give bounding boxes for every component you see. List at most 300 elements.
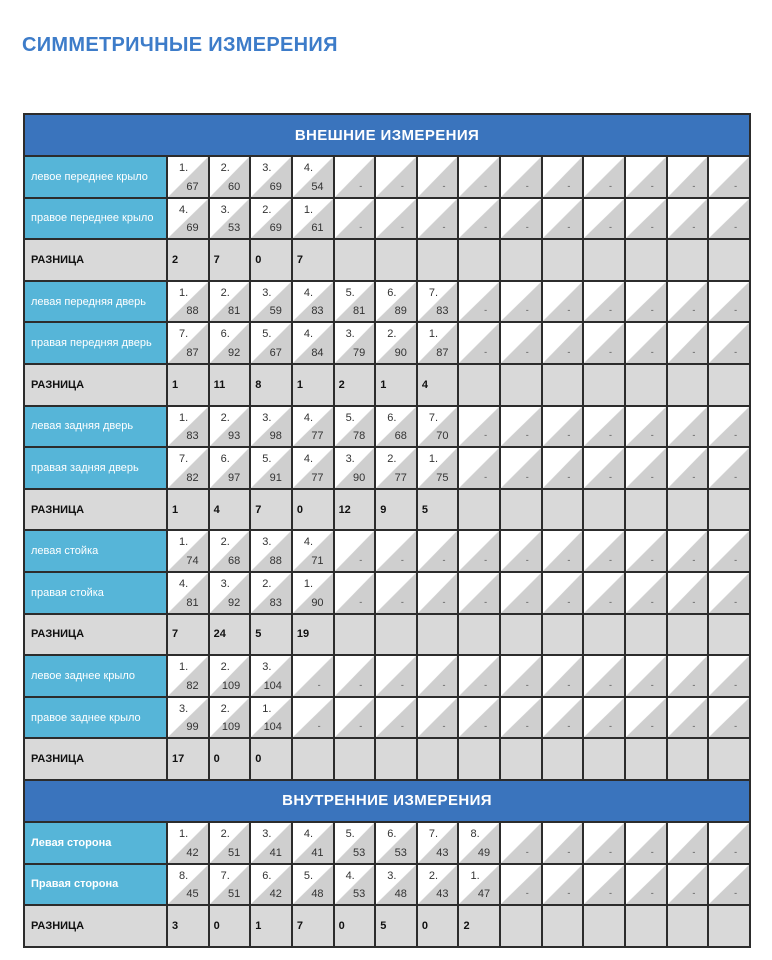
difference-row bbox=[24, 614, 750, 656]
point-index: 6. bbox=[220, 453, 230, 466]
difference-value bbox=[375, 738, 417, 780]
diagonal-shade bbox=[709, 698, 749, 738]
measurement-cell bbox=[375, 447, 417, 489]
point-index: 4. bbox=[345, 869, 355, 882]
difference-value bbox=[417, 738, 459, 780]
empty-cell bbox=[708, 572, 750, 614]
measurement-value: 109 bbox=[221, 721, 241, 734]
measurement-value: 49 bbox=[477, 846, 491, 859]
empty-mark: - bbox=[317, 721, 321, 732]
point-index: 8. bbox=[470, 827, 480, 840]
diagonal-shade bbox=[668, 323, 708, 363]
difference-value bbox=[583, 239, 625, 281]
measurement-cell bbox=[375, 281, 417, 323]
diagonal-shade bbox=[626, 199, 666, 239]
measurement-cell bbox=[167, 655, 209, 697]
measurement-value: 42 bbox=[186, 846, 199, 859]
measurement-value: 53 bbox=[228, 222, 241, 235]
diagonal-shade bbox=[668, 698, 708, 738]
empty-mark: - bbox=[400, 554, 404, 565]
difference-row bbox=[24, 489, 750, 531]
empty-cell bbox=[458, 156, 500, 198]
empty-cell bbox=[500, 447, 542, 489]
measurement-value: 78 bbox=[352, 430, 366, 443]
measurement-value: 98 bbox=[269, 430, 282, 443]
empty-mark: - bbox=[650, 346, 654, 357]
difference-value bbox=[375, 614, 417, 656]
difference-value bbox=[500, 364, 542, 406]
difference-value: 7 bbox=[250, 489, 292, 531]
measurement-cell bbox=[167, 697, 209, 739]
measurement-cell bbox=[375, 864, 417, 906]
diagonal-shade bbox=[501, 407, 541, 447]
diagonal-shade bbox=[501, 656, 541, 696]
measurement-cell bbox=[458, 822, 500, 864]
difference-value bbox=[708, 239, 750, 281]
measurement-value: 92 bbox=[228, 596, 241, 609]
diagonal-shade bbox=[626, 448, 666, 488]
measurement-value: 68 bbox=[394, 430, 407, 443]
empty-cell bbox=[458, 406, 500, 448]
empty-cell bbox=[583, 655, 625, 697]
measurement-cell bbox=[334, 406, 376, 448]
diagonal-shade bbox=[459, 282, 499, 322]
diagonal-shade bbox=[418, 531, 458, 571]
diagonal-shade bbox=[668, 656, 708, 696]
diagonal-shade bbox=[376, 531, 416, 571]
measurement-value: 82 bbox=[186, 679, 199, 692]
diagonal-shade bbox=[459, 531, 499, 571]
empty-cell bbox=[667, 822, 709, 864]
diagonal-shade bbox=[709, 157, 749, 197]
empty-cell bbox=[667, 697, 709, 739]
empty-cell bbox=[542, 655, 584, 697]
difference-value bbox=[667, 738, 709, 780]
diagonal-shade bbox=[626, 282, 666, 322]
empty-mark: - bbox=[734, 596, 738, 607]
difference-row bbox=[24, 239, 750, 281]
difference-value bbox=[583, 364, 625, 406]
empty-mark: - bbox=[692, 846, 696, 857]
point-index: 6. bbox=[262, 869, 272, 882]
diagonal-shade bbox=[543, 199, 583, 239]
empty-cell bbox=[708, 655, 750, 697]
difference-value: 0 bbox=[250, 738, 292, 780]
empty-cell bbox=[334, 655, 376, 697]
diagonal-shade bbox=[709, 865, 749, 905]
measurement-value: 48 bbox=[394, 888, 407, 901]
empty-cell bbox=[708, 822, 750, 864]
empty-cell bbox=[542, 864, 584, 906]
point-index: 7. bbox=[428, 411, 439, 424]
point-index: 3. bbox=[220, 577, 230, 590]
difference-value bbox=[708, 738, 750, 780]
measurement-cell bbox=[292, 156, 334, 198]
point-index: 4. bbox=[303, 328, 314, 341]
point-index: 5. bbox=[345, 827, 355, 840]
section-header: ВНУТРЕННИЕ ИЗМЕРЕНИЯ bbox=[24, 780, 750, 822]
point-index: 6. bbox=[387, 827, 397, 840]
measurement-value: 51 bbox=[228, 846, 241, 859]
measurement-value: 79 bbox=[352, 346, 366, 359]
measurement-cell bbox=[167, 406, 209, 448]
empty-cell bbox=[708, 281, 750, 323]
difference-value: 3 bbox=[167, 905, 209, 947]
point-index: 1. bbox=[303, 577, 314, 590]
point-index: 2. bbox=[220, 286, 230, 299]
measurement-row bbox=[24, 198, 750, 240]
diagonal-shade bbox=[293, 698, 333, 738]
empty-mark: - bbox=[484, 471, 488, 482]
difference-value: 7 bbox=[292, 905, 334, 947]
difference-row bbox=[24, 905, 750, 947]
empty-mark: - bbox=[609, 846, 613, 857]
measurement-cell bbox=[250, 530, 292, 572]
diagonal-shade bbox=[626, 407, 666, 447]
empty-mark: - bbox=[525, 596, 529, 607]
measurement-row bbox=[24, 281, 750, 323]
diagonal-shade bbox=[459, 656, 499, 696]
difference-value bbox=[708, 364, 750, 406]
empty-mark: - bbox=[359, 554, 363, 565]
empty-mark: - bbox=[609, 222, 613, 233]
empty-cell bbox=[458, 198, 500, 240]
measurement-cell bbox=[417, 406, 459, 448]
empty-cell bbox=[625, 822, 667, 864]
empty-cell bbox=[708, 198, 750, 240]
empty-cell bbox=[500, 281, 542, 323]
empty-cell bbox=[625, 447, 667, 489]
measurement-row bbox=[24, 697, 750, 739]
point-index: 1. bbox=[428, 328, 439, 341]
point-index: 3. bbox=[179, 702, 189, 715]
measurement-value: 83 bbox=[186, 430, 199, 443]
point-index: 4. bbox=[303, 453, 314, 466]
measurement-value: 70 bbox=[436, 430, 449, 443]
diagonal-shade bbox=[501, 823, 541, 863]
row-label: правое заднее крыло bbox=[24, 697, 167, 739]
empty-mark: - bbox=[442, 554, 446, 565]
measurement-value: 69 bbox=[269, 222, 282, 235]
empty-cell bbox=[708, 322, 750, 364]
empty-mark: - bbox=[609, 346, 613, 357]
empty-cell bbox=[667, 281, 709, 323]
diagonal-shade bbox=[543, 865, 583, 905]
empty-mark: - bbox=[734, 305, 738, 316]
empty-mark: - bbox=[567, 180, 571, 191]
measurement-cell bbox=[250, 322, 292, 364]
difference-value bbox=[708, 905, 750, 947]
difference-value: 1 bbox=[250, 905, 292, 947]
diagonal-shade bbox=[376, 698, 416, 738]
point-index: 1. bbox=[303, 203, 314, 216]
empty-cell bbox=[625, 322, 667, 364]
empty-cell bbox=[583, 156, 625, 198]
difference-row bbox=[24, 364, 750, 406]
measurement-cell bbox=[209, 822, 251, 864]
empty-mark: - bbox=[734, 222, 738, 233]
empty-mark: - bbox=[692, 430, 696, 441]
empty-mark: - bbox=[525, 180, 529, 191]
empty-mark: - bbox=[609, 596, 613, 607]
measurement-cell bbox=[167, 198, 209, 240]
measurement-value: 77 bbox=[394, 471, 407, 484]
measurement-value: 67 bbox=[269, 346, 282, 359]
difference-value bbox=[542, 614, 584, 656]
empty-cell bbox=[667, 198, 709, 240]
difference-value bbox=[542, 364, 584, 406]
measurement-value: 51 bbox=[228, 888, 241, 901]
measurement-cell bbox=[292, 198, 334, 240]
empty-mark: - bbox=[734, 846, 738, 857]
difference-value bbox=[500, 614, 542, 656]
row-label: Левая сторона bbox=[24, 822, 167, 864]
difference-label: РАЗНИЦА bbox=[24, 905, 167, 947]
diagonal-shade bbox=[418, 656, 458, 696]
difference-value: 5 bbox=[417, 489, 459, 531]
measurement-value: 104 bbox=[263, 721, 282, 734]
difference-value: 0 bbox=[209, 738, 251, 780]
empty-cell bbox=[375, 655, 417, 697]
symmetric-measurements-table bbox=[23, 113, 751, 948]
point-index: 3. bbox=[262, 286, 272, 299]
diagonal-shade bbox=[709, 531, 749, 571]
point-index: 1. bbox=[179, 827, 189, 840]
empty-mark: - bbox=[692, 888, 696, 899]
empty-cell bbox=[583, 864, 625, 906]
difference-value: 8 bbox=[250, 364, 292, 406]
measurement-row bbox=[24, 156, 750, 198]
empty-cell bbox=[583, 406, 625, 448]
difference-value: 7 bbox=[292, 239, 334, 281]
empty-mark: - bbox=[567, 554, 571, 565]
empty-mark: - bbox=[567, 679, 571, 690]
measurement-value: 93 bbox=[228, 430, 241, 443]
empty-mark: - bbox=[484, 554, 488, 565]
measurement-cell bbox=[250, 822, 292, 864]
empty-cell bbox=[542, 530, 584, 572]
empty-cell bbox=[458, 697, 500, 739]
measurement-value: 77 bbox=[311, 471, 324, 484]
empty-mark: - bbox=[484, 679, 488, 690]
measurement-value: 99 bbox=[186, 721, 199, 734]
row-label: правая задняя дверь bbox=[24, 447, 167, 489]
diagonal-shade bbox=[668, 157, 708, 197]
empty-cell bbox=[583, 697, 625, 739]
diagonal-shade bbox=[709, 656, 749, 696]
point-index: 7. bbox=[179, 328, 189, 341]
measurement-cell bbox=[417, 281, 459, 323]
empty-mark: - bbox=[567, 471, 571, 482]
empty-cell bbox=[542, 572, 584, 614]
point-index: 7. bbox=[428, 286, 439, 299]
diagonal-shade bbox=[709, 323, 749, 363]
point-index: 1. bbox=[179, 286, 189, 299]
measurement-cell bbox=[250, 864, 292, 906]
measurement-cell bbox=[417, 447, 459, 489]
empty-mark: - bbox=[650, 721, 654, 732]
empty-mark: - bbox=[692, 679, 696, 690]
empty-cell bbox=[542, 322, 584, 364]
point-index: 8. bbox=[179, 869, 189, 882]
point-index: 5. bbox=[345, 411, 355, 424]
difference-label: РАЗНИЦА bbox=[24, 239, 167, 281]
measurement-cell bbox=[209, 864, 251, 906]
diagonal-shade bbox=[418, 698, 458, 738]
measurement-value: 90 bbox=[394, 346, 407, 359]
measurement-value: 74 bbox=[186, 554, 199, 567]
diagonal-shade bbox=[626, 531, 666, 571]
diagonal-shade bbox=[335, 157, 375, 197]
empty-cell bbox=[708, 864, 750, 906]
point-index: 1. bbox=[179, 536, 189, 549]
empty-cell bbox=[542, 697, 584, 739]
diagonal-shade bbox=[668, 865, 708, 905]
diagonal-shade bbox=[501, 157, 541, 197]
empty-mark: - bbox=[525, 346, 529, 357]
difference-value: 17 bbox=[167, 738, 209, 780]
empty-cell bbox=[542, 156, 584, 198]
diagonal-shade bbox=[626, 865, 666, 905]
measurement-cell bbox=[167, 156, 209, 198]
point-index: 4. bbox=[303, 162, 314, 174]
empty-mark: - bbox=[400, 596, 404, 607]
empty-mark: - bbox=[692, 554, 696, 565]
difference-value: 0 bbox=[417, 905, 459, 947]
difference-label: РАЗНИЦА bbox=[24, 614, 167, 656]
difference-value: 24 bbox=[209, 614, 251, 656]
empty-mark: - bbox=[650, 222, 654, 233]
point-index: 5. bbox=[303, 869, 314, 882]
difference-value: 1 bbox=[167, 364, 209, 406]
empty-mark: - bbox=[734, 180, 738, 191]
diagonal-shade bbox=[543, 407, 583, 447]
empty-cell bbox=[667, 322, 709, 364]
difference-value bbox=[542, 239, 584, 281]
difference-value: 7 bbox=[167, 614, 209, 656]
empty-mark: - bbox=[650, 888, 654, 899]
empty-mark: - bbox=[484, 305, 488, 316]
point-index: 4. bbox=[303, 536, 314, 549]
diagonal-shade bbox=[418, 573, 458, 613]
empty-mark: - bbox=[692, 721, 696, 732]
empty-cell bbox=[458, 281, 500, 323]
point-index: 1. bbox=[179, 411, 189, 424]
point-index: 3. bbox=[262, 827, 272, 840]
empty-mark: - bbox=[609, 430, 613, 441]
difference-value: 1 bbox=[292, 364, 334, 406]
diagonal-shade bbox=[584, 656, 624, 696]
empty-cell bbox=[292, 697, 334, 739]
row-label: Правая сторона bbox=[24, 864, 167, 906]
diagonal-shade bbox=[459, 157, 499, 197]
empty-cell bbox=[667, 447, 709, 489]
diagonal-shade bbox=[501, 323, 541, 363]
diagonal-shade bbox=[668, 407, 708, 447]
point-index: 3. bbox=[262, 162, 272, 174]
difference-value: 1 bbox=[375, 364, 417, 406]
diagonal-shade bbox=[459, 199, 499, 239]
empty-cell bbox=[583, 447, 625, 489]
diagonal-shade bbox=[584, 407, 624, 447]
difference-value bbox=[625, 364, 667, 406]
measurement-cell bbox=[167, 447, 209, 489]
empty-mark: - bbox=[650, 679, 654, 690]
point-index: 2. bbox=[220, 661, 230, 674]
empty-mark: - bbox=[442, 180, 446, 191]
measurement-cell bbox=[292, 864, 334, 906]
empty-mark: - bbox=[567, 346, 571, 357]
empty-cell bbox=[583, 198, 625, 240]
point-index: 1. bbox=[179, 661, 189, 674]
point-index: 4. bbox=[303, 827, 314, 840]
row-label: левое переднее крыло bbox=[24, 156, 167, 198]
measurement-cell bbox=[292, 447, 334, 489]
empty-mark: - bbox=[400, 679, 404, 690]
difference-value bbox=[334, 239, 376, 281]
empty-mark: - bbox=[734, 430, 738, 441]
empty-cell bbox=[583, 281, 625, 323]
diagonal-shade bbox=[584, 823, 624, 863]
point-index: 2. bbox=[262, 577, 272, 590]
measurement-cell bbox=[375, 822, 417, 864]
empty-mark: - bbox=[567, 222, 571, 233]
empty-mark: - bbox=[734, 346, 738, 357]
empty-mark: - bbox=[609, 305, 613, 316]
diagonal-shade bbox=[626, 656, 666, 696]
measurement-value: 71 bbox=[311, 554, 324, 567]
measurement-value: 87 bbox=[186, 346, 199, 359]
measurement-value: 91 bbox=[269, 471, 282, 484]
measurement-value: 75 bbox=[436, 471, 449, 484]
empty-mark: - bbox=[609, 180, 613, 191]
measurement-cell bbox=[209, 406, 251, 448]
measurement-cell bbox=[250, 281, 292, 323]
difference-label: РАЗНИЦА bbox=[24, 738, 167, 780]
diagonal-shade bbox=[335, 199, 375, 239]
empty-mark: - bbox=[567, 430, 571, 441]
measurement-cell bbox=[375, 406, 417, 448]
point-index: 3. bbox=[345, 453, 355, 466]
measurement-value: 43 bbox=[436, 888, 449, 901]
measurement-row bbox=[24, 530, 750, 572]
difference-value bbox=[667, 239, 709, 281]
point-index: 7. bbox=[179, 453, 189, 466]
empty-mark: - bbox=[525, 222, 529, 233]
difference-value bbox=[542, 738, 584, 780]
measurement-value: 53 bbox=[352, 888, 366, 901]
empty-cell bbox=[500, 822, 542, 864]
diagonal-shade bbox=[459, 448, 499, 488]
difference-value: 5 bbox=[375, 905, 417, 947]
empty-cell bbox=[708, 530, 750, 572]
measurement-value: 67 bbox=[186, 180, 199, 193]
point-index: 4. bbox=[303, 411, 314, 424]
measurement-value: 54 bbox=[311, 180, 324, 193]
difference-value: 4 bbox=[209, 489, 251, 531]
empty-cell bbox=[417, 655, 459, 697]
point-index: 3. bbox=[262, 536, 272, 549]
empty-cell bbox=[458, 572, 500, 614]
measurement-cell bbox=[334, 281, 376, 323]
empty-cell bbox=[500, 322, 542, 364]
measurement-cell bbox=[292, 406, 334, 448]
empty-cell bbox=[500, 697, 542, 739]
diagonal-shade bbox=[709, 573, 749, 613]
measurement-cell bbox=[250, 406, 292, 448]
empty-cell bbox=[375, 572, 417, 614]
empty-mark: - bbox=[609, 888, 613, 899]
